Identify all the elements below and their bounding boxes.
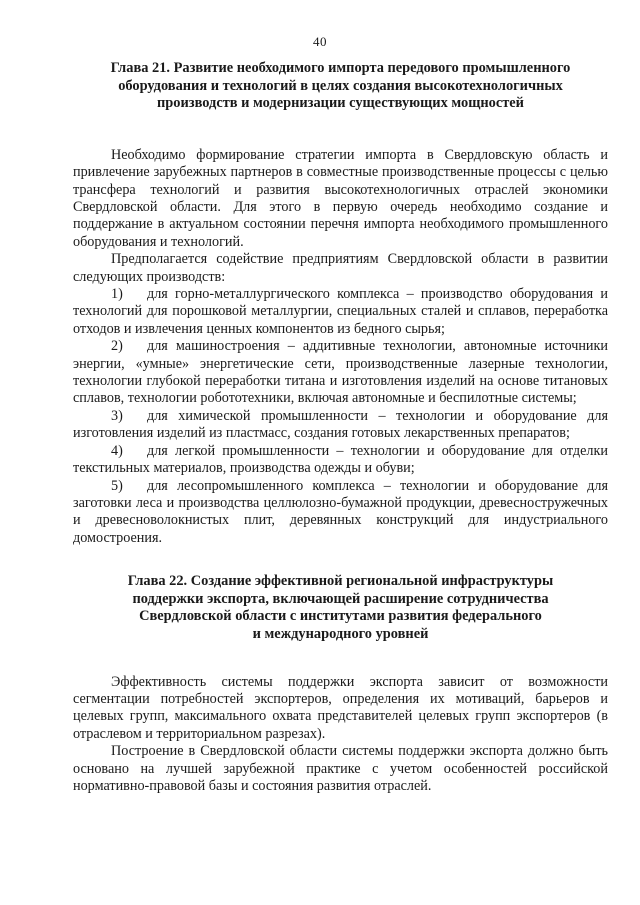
list-item-text: для легкой промышленности – технологии и оборудование для отделки текстильных материалов, производства одежды и обуви; — [73, 442, 608, 477]
list-item-number: 3) — [111, 407, 123, 424]
list-item-number: 5) — [111, 477, 123, 494]
chapter-21-title — [73, 60, 608, 113]
chapter-22-paragraph: Построение в Свердловской области системы поддержки экспорта должно быть основано на лучшей зарубежной практике с учетом особенностей российской нормативно-правовой базы и состояния развития отраслей. — [73, 743, 608, 794]
list-item-number: 2) — [111, 338, 123, 355]
chapter-21-title-line: производств и модернизации существующих мощностей — [157, 95, 524, 112]
list-item — [73, 478, 608, 548]
chapter-22-title-line: Свердловской области с институтами развития федерального — [139, 608, 542, 625]
chapter-21-paragraph: Предполагается содействие предприятиям Свердловской области в развитии следующих производств: — [73, 251, 608, 285]
list-item-text: для горно-металлургического комплекса – производство оборудования и технологий для порошковой металлургии, специальных сталей и сплавов, переработка отходов и извлечения ценных компонентов из бедного сырья; — [73, 286, 608, 337]
list-item-number: 4) — [111, 442, 123, 459]
page-number: 40 — [313, 34, 327, 49]
list-item — [73, 338, 608, 408]
chapter-22-paragraph: Эффективность системы поддержки экспорта зависит от возможности сегментации потребностей экспортеров, определения их мотиваций, барьеров и целевых групп, максимального охвата представителей целевых групп экспортеров (в отраслевом и территориальном разрезах). — [73, 673, 608, 742]
production-list — [73, 286, 608, 547]
chapter-22-title-line: Глава 22. Создание эффективной региональной инфраструктуры — [127, 573, 554, 590]
chapter-22-title — [73, 573, 608, 643]
list-item — [73, 408, 608, 443]
list-item — [73, 286, 608, 338]
list-item — [73, 443, 608, 478]
chapter-22-title-line: поддержки экспорта, включающей расширение сотрудничества — [132, 590, 549, 607]
list-item-text: для машиностроения – аддитивные технологии, автономные источники энергии, «умные» энергетические сети, производственные лазерные технологии, технологии глубокой переработки титана и изготовления изделий на основе титановых сплавов, технологии робототехники, включая автономные и беспилотные системы; — [73, 338, 608, 407]
document-body — [73, 60, 608, 795]
list-item-text: для лесопромышленного комплекса – технологии и оборудование для заготовки леса и производства целлюлозно-бумажной продукции, древесностружечных и древесноволокнистых плит, деревянных конструкций для индустриального домостроения. — [73, 477, 608, 546]
chapter-22-title-line: и международного уровней — [252, 625, 429, 642]
chapter-21-title-line: оборудования и технологий в целях создания высокотехнологичных — [118, 77, 563, 94]
chapter-21-paragraph: Необходимо формирование стратегии импорта в Свердловскую область и привлечение зарубежных партнеров в совместные производственные процессы с целью трансфера технологий и развития высокотехнологичных отраслей экономики Свердловской области. Для этого в первую очередь необходимо создание и поддержание в актуальном состоянии перечня импорта необходимого промышленного оборудования и технологий. — [73, 146, 608, 250]
chapter-21-title-line: Глава 21. Развитие необходимого импорта передового промышленного — [110, 60, 571, 76]
list-item-text: для химической промышленности – технологии и оборудование для изготовления изделий из пластмасс, создания готовых лекарственных препаратов; — [73, 407, 608, 442]
list-item-number: 1) — [111, 286, 123, 303]
